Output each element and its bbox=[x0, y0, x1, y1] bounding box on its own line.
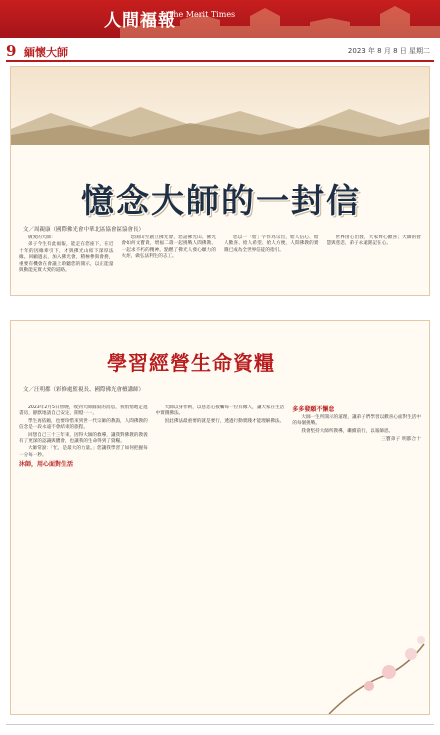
paragraph: 2023年2月5日傍晚，收到大師圓寂的消息，我悄悄地走進書房，靜默地請自己安定，開燈一一。 bbox=[19, 405, 148, 417]
hero-illustration bbox=[11, 67, 429, 145]
text-column bbox=[19, 405, 148, 705]
article-body bbox=[19, 235, 421, 291]
article-title: 憶念大師的一封信 bbox=[81, 181, 361, 220]
paragraph: 您以一「給」字作為宗旨，給人信心、給人歡喜、給人希望、給人方便，人間佛教的實踐已成為全世界信徒的指引。 bbox=[224, 235, 319, 253]
subheading: 沐師，用心面對生活 bbox=[19, 461, 74, 469]
text-column bbox=[19, 235, 114, 291]
paragraph: 弟子今生有此福報，能走在您座下，在近十年的因緣牽引下，才與佛光山結下深厚法緣。回顧過去，加入佛光會，積極參與會務，重要有機會在會議上聆聽您的開示，以正能量與動能充實大愛的道路。 bbox=[19, 242, 114, 274]
subheading: 多多發願不懈怠 bbox=[292, 406, 335, 413]
text-column bbox=[327, 235, 422, 291]
article-byline: 文／汪明都（彩修處監視長、國際佛光會檀講師） bbox=[23, 387, 145, 393]
text-column bbox=[224, 235, 319, 291]
issue-date: 2023 年 8 月 8 日 星期二 bbox=[347, 47, 430, 55]
paragraph: 因此佛法最重要的就是要行，透過行動實踐才能理解佛法。 bbox=[164, 418, 285, 424]
paragraph: 大師一生所開示的道理，讓弟子們學習以歡喜心面對生活中的每個挑戰。 bbox=[292, 415, 422, 427]
text-column bbox=[156, 405, 285, 705]
paragraph: 大師常說：「忙，是最大的力量。」您讓我學習了如何把握每一分每一秒。 bbox=[19, 446, 148, 458]
paragraph: 回想自己三十三年來，因得大師的救導，讓我對佛教的教義有了更深的認識與體會，也讓我的生命得到了資糧。 bbox=[19, 432, 148, 445]
article-title: 學習經營生命資糧 bbox=[107, 351, 275, 375]
section-name: 緬懷大師 bbox=[24, 46, 68, 59]
author-signoff: 三寶弟子 明都合十 bbox=[381, 437, 422, 443]
header-divider bbox=[6, 60, 434, 62]
paragraph: 學生再依賴，也要珍惜來到世一代宗師的教誨，人間佛教的信念是一段永遠不會結束的旅程。 bbox=[19, 418, 148, 431]
paragraph: 您開山至創立佛光會，您話佛光山、佛光會如何文寶貴，增福二壽一起挑戰人間佛教，一起求不朽的精神。點燃了佛光人發心願力的火炬，做弘法利生的志工。 bbox=[121, 235, 216, 260]
mountains-illustration bbox=[11, 99, 429, 145]
page-number: 9 bbox=[6, 42, 17, 60]
masthead-logo: 人間福報 bbox=[104, 11, 176, 31]
article-letter bbox=[10, 66, 430, 296]
flower-decoration bbox=[319, 624, 429, 714]
masthead-banner bbox=[0, 0, 440, 38]
article-life-resources bbox=[10, 320, 430, 715]
paragraph: 世界由心出發，大家齊心歡喜；大師的智慧與慈悲，弟子永遠銘記在心。 bbox=[326, 235, 421, 247]
masthead-subtitle: The Merit Times bbox=[168, 10, 236, 19]
paragraph: 我會堅持大師所教導，繼續前行，以報師恩。 bbox=[301, 428, 394, 434]
text-column bbox=[122, 235, 217, 291]
article-byline: 文／周親康（國際佛光會中華北區協會區協會長） bbox=[23, 227, 145, 233]
footer-divider bbox=[6, 724, 434, 725]
paragraph: 敬愛的大師： bbox=[28, 235, 56, 240]
paragraph: 大師以身作則，以慈悲心接觸每一位有緣人，讓大家在生活中實踐佛法。 bbox=[155, 405, 285, 417]
page-header bbox=[0, 42, 440, 60]
